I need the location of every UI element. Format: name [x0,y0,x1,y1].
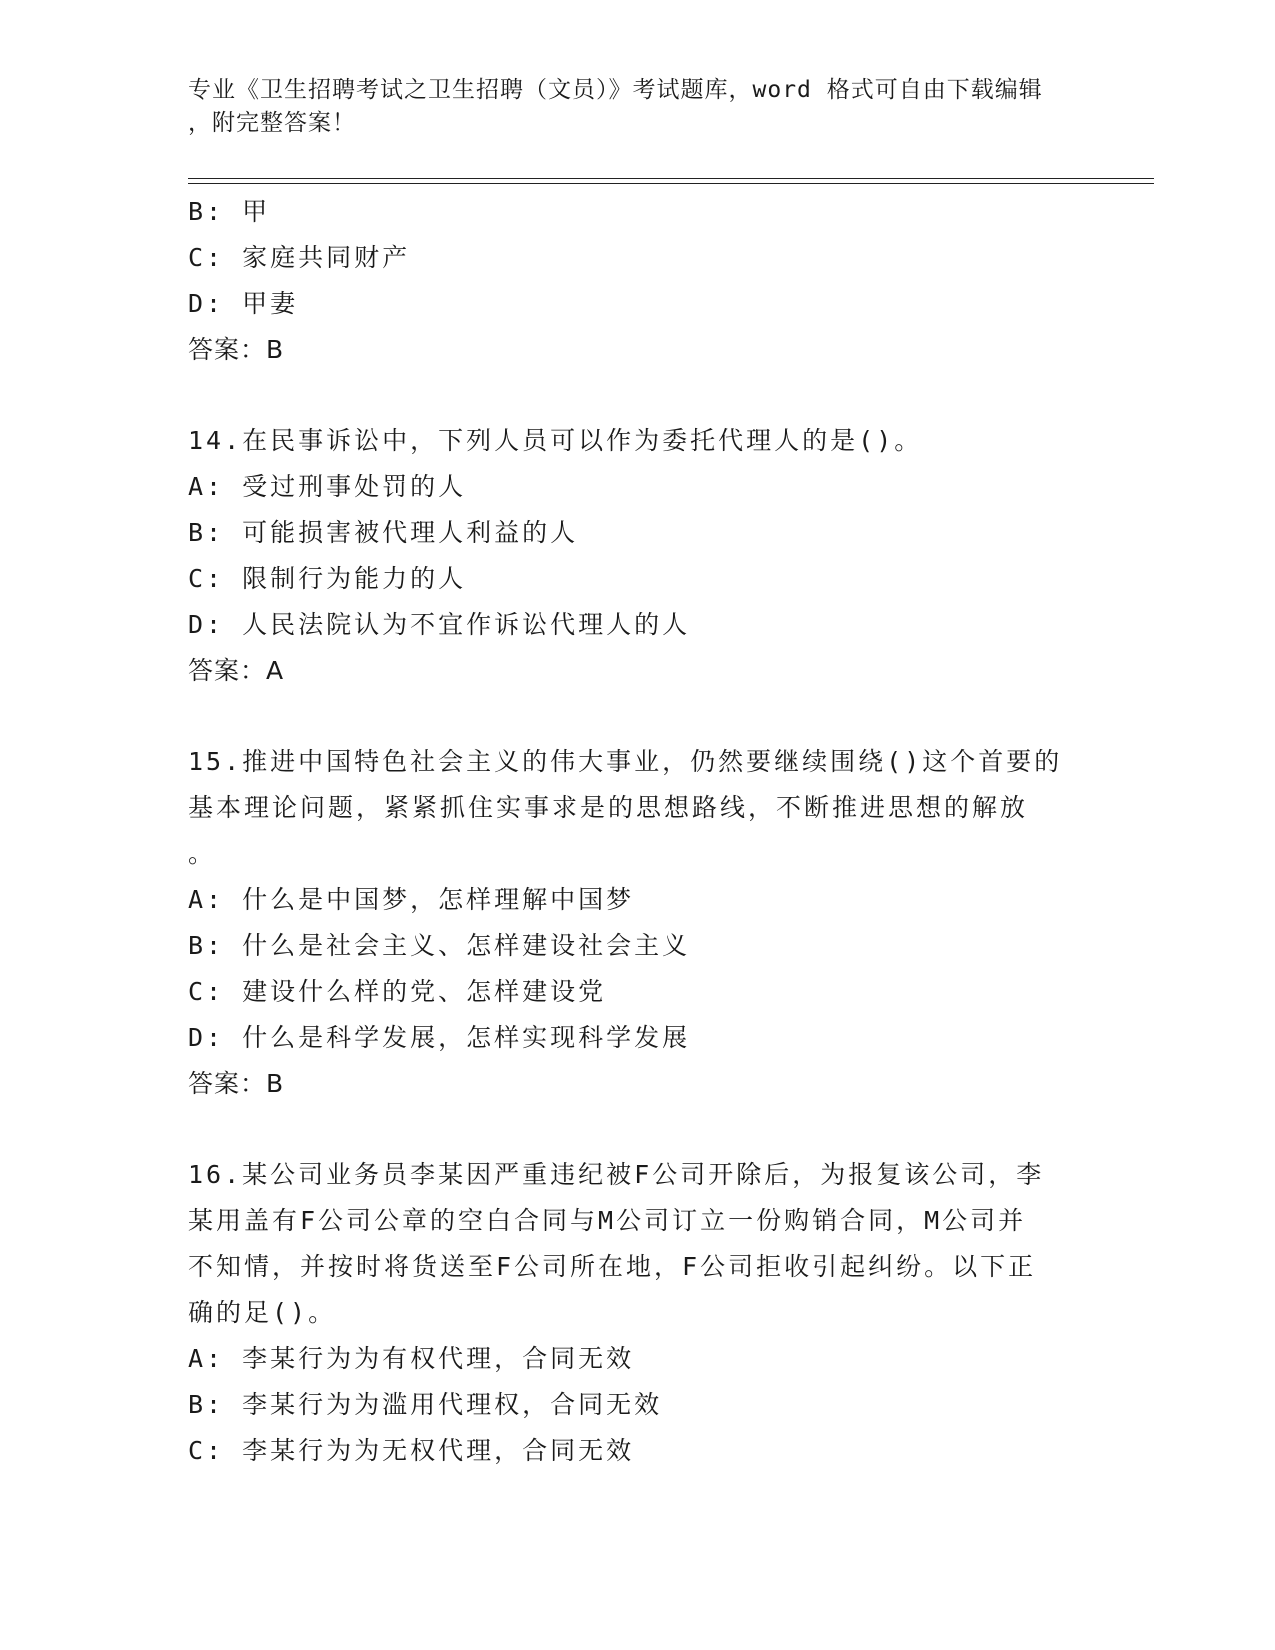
question-block-16 [188,1152,1068,1474]
option-a: A: 李某行为为有权代理，合同无效 [188,1344,635,1373]
document-header [188,74,1068,140]
option-c: C: 建设什么样的党、怎样建设党 [188,977,607,1006]
option-d: D: 甲妻 [188,289,299,318]
header-line-1: 专业《卫生招聘考试之卫生招聘（文员）》考试题库，word 格式可自由下载编辑 [188,77,1043,103]
option-a: A: 什么是中国梦，怎样理解中国梦 [188,885,635,914]
question-text-line-2: 基本理论问题，紧紧抓住实事求是的思想路线，不断推进思想的解放 [188,793,1029,822]
question-text-line-1: 16.某公司业务员李某因严重违纪被F公司开除后，为报复该公司，李 [188,1160,1045,1189]
option-b: B: 什么是社会主义、怎样建设社会主义 [188,931,691,960]
question-text-line-3: 不知情，并按时将货送至F公司所在地，F公司拒收引起纠纷。以下正 [188,1252,1037,1281]
option-d: D: 什么是科学发展，怎样实现科学发展 [188,1023,691,1052]
answer-line: 答案：B [188,335,285,364]
question-block-14 [188,418,1068,694]
option-b: B: 可能损害被代理人利益的人 [188,518,579,547]
header-divider-top [188,178,1154,179]
header-line-2: ，附完整答案！ [188,110,356,136]
answer-line: 答案：B [188,1069,285,1098]
header-divider-bottom [188,183,1154,184]
option-b: B: 李某行为为滥用代理权，合同无效 [188,1390,663,1419]
question-text-line-4: 确的足()。 [188,1298,337,1327]
question-text-line-1: 15.推进中国特色社会主义的伟大事业，仍然要继续围绕()这个首要的 [188,747,1063,776]
option-c: C: 家庭共同财产 [188,243,411,272]
question-list [188,189,1068,1474]
answer-line: 答案：A [188,656,285,685]
question-text-line-3: 。 [188,839,217,868]
option-a: A: 受过刑事处罚的人 [188,472,467,501]
question-text-line-2: 某用盖有F公司公章的空白合同与M公司订立一份购销合同，M公司并 [188,1206,1027,1235]
option-c: C: 李某行为为无权代理，合同无效 [188,1436,635,1465]
question-text: 14.在民事诉讼中，下列人员可以作为委托代理人的是()。 [188,426,923,455]
option-c: C: 限制行为能力的人 [188,564,467,593]
option-d: D: 人民法院认为不宜作诉讼代理人的人 [188,610,691,639]
question-block-15 [188,739,1068,1107]
option-b: B: 甲 [188,197,271,226]
question-block-13 [188,189,1068,373]
